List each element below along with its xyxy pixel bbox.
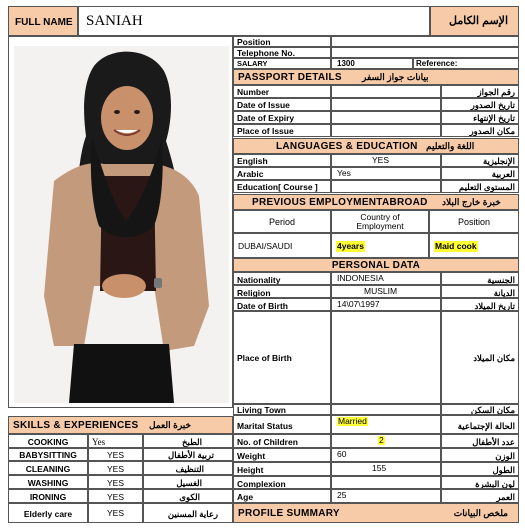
arabic-value: Yes [337, 168, 351, 178]
age-ar: العمر [496, 492, 515, 502]
skill-washing-ar-cell [143, 475, 233, 489]
education-ar-cell [441, 180, 519, 193]
passport-issue-value-cell [331, 98, 441, 111]
pob-label: Place of Birth [237, 353, 292, 363]
children-value-cell [331, 434, 441, 448]
reference-cell [413, 58, 519, 69]
employment-period: DUBAI/SAUDI [238, 241, 293, 251]
skill-elderly-value-cell [88, 503, 143, 523]
age-value: 25 [337, 490, 347, 500]
skill-cooking-value: Yes [92, 437, 106, 447]
employment-period-cell [233, 233, 331, 258]
nationality-ar: الجنسية [487, 275, 515, 285]
english-ar: الإنجليزية [482, 156, 515, 166]
skill-washing-ar: الغسيل [176, 478, 202, 488]
weight-ar: الوزن [495, 451, 515, 461]
skill-ironing-label: IRONING [29, 492, 67, 502]
marital-label-cell [233, 415, 331, 434]
skill-ironing-ar: الكوى [179, 492, 200, 502]
religion-label: Religion [237, 288, 271, 298]
salary-value-cell [331, 58, 413, 69]
dob-ar-cell [441, 298, 519, 311]
skill-babysitting-label-cell [8, 448, 88, 461]
photo-frame [8, 36, 233, 408]
position-value-cell [331, 36, 519, 47]
languages-title-ar: اللغة والتعليم [426, 141, 475, 151]
employment-position: Maid cook [435, 241, 477, 251]
employment-title: PREVIOUS EMPLOYMENTABROAD [252, 197, 428, 208]
skill-cooking-ar-cell [143, 434, 233, 448]
pob-ar: مكان الميلاد [473, 353, 515, 363]
telephone-label: Telephone No. [237, 48, 295, 58]
marital-value-cell [331, 415, 441, 434]
pob-value-cell [331, 311, 441, 404]
skill-elderly-ar-cell [143, 503, 233, 523]
complexion-label-cell [233, 476, 331, 489]
religion-ar: الديانة [493, 288, 515, 298]
passport-title: PASSPORT DETAILS [238, 72, 342, 83]
full-name-value: SANIAH [86, 13, 143, 29]
skill-cooking-label-cell [8, 434, 88, 448]
passport-issue-label-cell [233, 98, 331, 111]
skill-cooking-value-cell [88, 434, 143, 448]
marital-ar-cell [441, 415, 519, 434]
col-country: Country of Employment [356, 212, 404, 231]
pob-ar-cell [441, 311, 519, 404]
employment-country: 4years [337, 241, 364, 251]
passport-number-ar: رقم الجواز [477, 87, 515, 97]
applicant-photo-illustration [14, 46, 229, 403]
passport-expiry-label-cell [233, 111, 331, 124]
age-label: Age [237, 492, 254, 502]
employment-country-cell [331, 233, 429, 258]
skills-title: SKILLS & EXPERIENCES [13, 420, 139, 431]
full-name-label-cell [8, 6, 78, 36]
skill-cooking-label: COOKING [27, 437, 69, 447]
height-ar-cell [441, 462, 519, 476]
dob-label: Date of Birth [237, 301, 288, 311]
skill-washing-value: YES [107, 478, 125, 488]
employment-position-cell [429, 233, 519, 258]
skill-ironing-value: YES [107, 492, 125, 502]
skill-elderly-label-cell [8, 503, 88, 523]
full-name-value-cell [78, 6, 430, 36]
skill-babysitting-ar-cell [143, 448, 233, 461]
passport-expiry-label: Date of Expiry [237, 113, 295, 123]
position-label-cell [233, 36, 331, 47]
reference-label: Reference: [416, 59, 458, 68]
col-position-cell [429, 210, 519, 233]
profile-summary-title: PROFILE SUMMARY [238, 508, 340, 519]
passport-place-ar-cell [441, 124, 519, 137]
skill-cleaning-label: CLEANING [25, 464, 71, 474]
skill-cleaning-ar: التنظيف [175, 464, 204, 474]
passport-issue-label: Date of Issue [237, 100, 290, 110]
full-name-arabic-cell [430, 6, 519, 36]
nationality-value: INDONESIA [337, 273, 384, 283]
col-period-cell [233, 210, 331, 233]
profile-summary-title-ar: ملخص البيانات [453, 508, 508, 518]
passport-place-label: Place of Issue [237, 126, 294, 136]
dob-label-cell [233, 298, 331, 311]
skill-ironing-value-cell [88, 489, 143, 503]
pob-label-cell [233, 311, 331, 404]
passport-title-ar: بيانات جواز السفر [362, 72, 429, 82]
marital-value: Married [338, 416, 367, 426]
skill-cleaning-value-cell [88, 461, 143, 475]
col-period: Period [268, 217, 295, 227]
skill-babysitting-ar: تربية الأطفال [168, 450, 214, 460]
skill-elderly-label: Elderly care [23, 509, 73, 519]
living-value-cell [331, 404, 441, 415]
skill-elderly-value: YES [107, 508, 125, 518]
education-label-cell [233, 180, 331, 193]
marital-ar: الحالة الإجتماعية [457, 421, 515, 431]
position-label: Position [237, 37, 271, 47]
height-label-cell [233, 462, 331, 476]
complexion-ar-cell [441, 476, 519, 489]
languages-header [233, 138, 519, 154]
passport-expiry-ar: تاريخ الإنتهاء [473, 113, 515, 123]
age-value-cell [331, 489, 441, 503]
height-value-cell [331, 462, 441, 476]
skill-cleaning-label-cell [8, 461, 88, 475]
height-ar: الطول [492, 465, 515, 475]
religion-value: MUSLIM [364, 286, 398, 296]
education-value-cell [331, 180, 441, 193]
weight-ar-cell [441, 448, 519, 462]
passport-place-value-cell [331, 124, 441, 137]
english-value: YES [372, 155, 390, 165]
arabic-ar: العربية [491, 169, 515, 179]
living-label-cell [233, 404, 331, 415]
dob-value-cell [331, 298, 441, 311]
children-ar-cell [441, 434, 519, 448]
passport-place-label-cell [233, 124, 331, 137]
living-label: Living Town [237, 405, 286, 415]
personal-title: PERSONAL DATA [331, 260, 421, 271]
children-label: No. of Children [237, 437, 298, 447]
full-name-arabic: الإسم الكامل [449, 15, 508, 27]
personal-header [233, 258, 519, 272]
skill-babysitting-label: BABYSITTING [19, 450, 77, 460]
skill-babysitting-value-cell [88, 448, 143, 461]
full-name-label: FULL NAME [15, 17, 73, 28]
skills-title-ar: خبرة العمل [149, 420, 192, 430]
profile-summary-header [233, 503, 519, 523]
age-ar-cell [441, 489, 519, 503]
weight-label-cell [233, 448, 331, 462]
passport-expiry-value-cell [331, 111, 441, 124]
passport-number-label-cell [233, 85, 331, 98]
weight-value-cell [331, 448, 441, 462]
religion-label-cell [233, 285, 331, 298]
english-ar-cell [441, 154, 519, 167]
nationality-label: Nationality [237, 275, 281, 285]
complexion-value-cell [331, 476, 441, 489]
passport-header [233, 69, 519, 85]
religion-ar-cell [441, 285, 519, 298]
skill-washing-label-cell [8, 475, 88, 489]
passport-issue-ar-cell [441, 98, 519, 111]
skill-cleaning-value: YES [107, 464, 125, 474]
employment-header [233, 194, 519, 210]
english-label: English [237, 156, 268, 166]
arabic-label: Arabic [237, 169, 264, 179]
salary-label: SALARY [237, 59, 268, 68]
children-label-cell [233, 434, 331, 448]
skill-elderly-ar: رعاية المسنين [167, 509, 218, 519]
education-label: Education[ Course ] [237, 182, 318, 192]
nationality-value-cell [331, 272, 441, 285]
col-country-cell [331, 210, 429, 233]
telephone-value-cell [331, 47, 519, 58]
dob-ar: تاريخ الميلاد [474, 301, 515, 311]
children-ar: عدد الأطفال [472, 437, 515, 447]
passport-number-ar-cell [441, 85, 519, 98]
passport-expiry-ar-cell [441, 111, 519, 124]
employment-title-ar: خبرة خارج البلاد [442, 197, 501, 207]
children-value: 2 [379, 435, 384, 445]
languages-title: LANGUAGES & EDUCATION [276, 141, 418, 152]
height-label: Height [237, 465, 264, 475]
arabic-label-cell [233, 167, 331, 180]
marital-label: Marital Status [237, 421, 293, 431]
salary-value: 1300 [337, 59, 355, 68]
telephone-label-cell [233, 47, 331, 58]
complexion-label: Complexion [237, 479, 286, 489]
passport-issue-ar: تاريخ الصدور [470, 100, 515, 110]
applicant-photo [14, 46, 229, 403]
living-ar-cell [441, 404, 519, 415]
skill-cooking-ar: الطبخ [182, 437, 202, 447]
skill-washing-value-cell [88, 475, 143, 489]
age-label-cell [233, 489, 331, 503]
religion-value-cell [331, 285, 441, 298]
skills-header [8, 416, 233, 434]
english-label-cell [233, 154, 331, 167]
weight-value: 60 [337, 449, 347, 459]
passport-number-value-cell [331, 85, 441, 98]
dob-value: 14\07\1997 [337, 299, 380, 309]
skill-ironing-label-cell [8, 489, 88, 503]
skill-babysitting-value: YES [107, 450, 125, 460]
weight-label: Weight [237, 451, 266, 461]
nationality-ar-cell [441, 272, 519, 285]
passport-number-label: Number [237, 87, 270, 97]
skill-ironing-ar-cell [143, 489, 233, 503]
complexion-ar: لون البشرة [475, 479, 515, 489]
education-ar: المستوى التعليم [458, 182, 515, 192]
arabic-value-cell [331, 167, 441, 180]
height-value: 155 [372, 463, 387, 473]
english-value-cell [331, 154, 441, 167]
col-position: Position [457, 217, 491, 227]
arabic-ar-cell [441, 167, 519, 180]
skill-washing-label: WASHING [27, 478, 69, 488]
salary-label-cell [233, 58, 331, 69]
living-ar: مكان السكن [470, 405, 515, 415]
passport-place-ar: مكان الصدور [469, 126, 515, 136]
nationality-label-cell [233, 272, 331, 285]
skill-cleaning-ar-cell [143, 461, 233, 475]
